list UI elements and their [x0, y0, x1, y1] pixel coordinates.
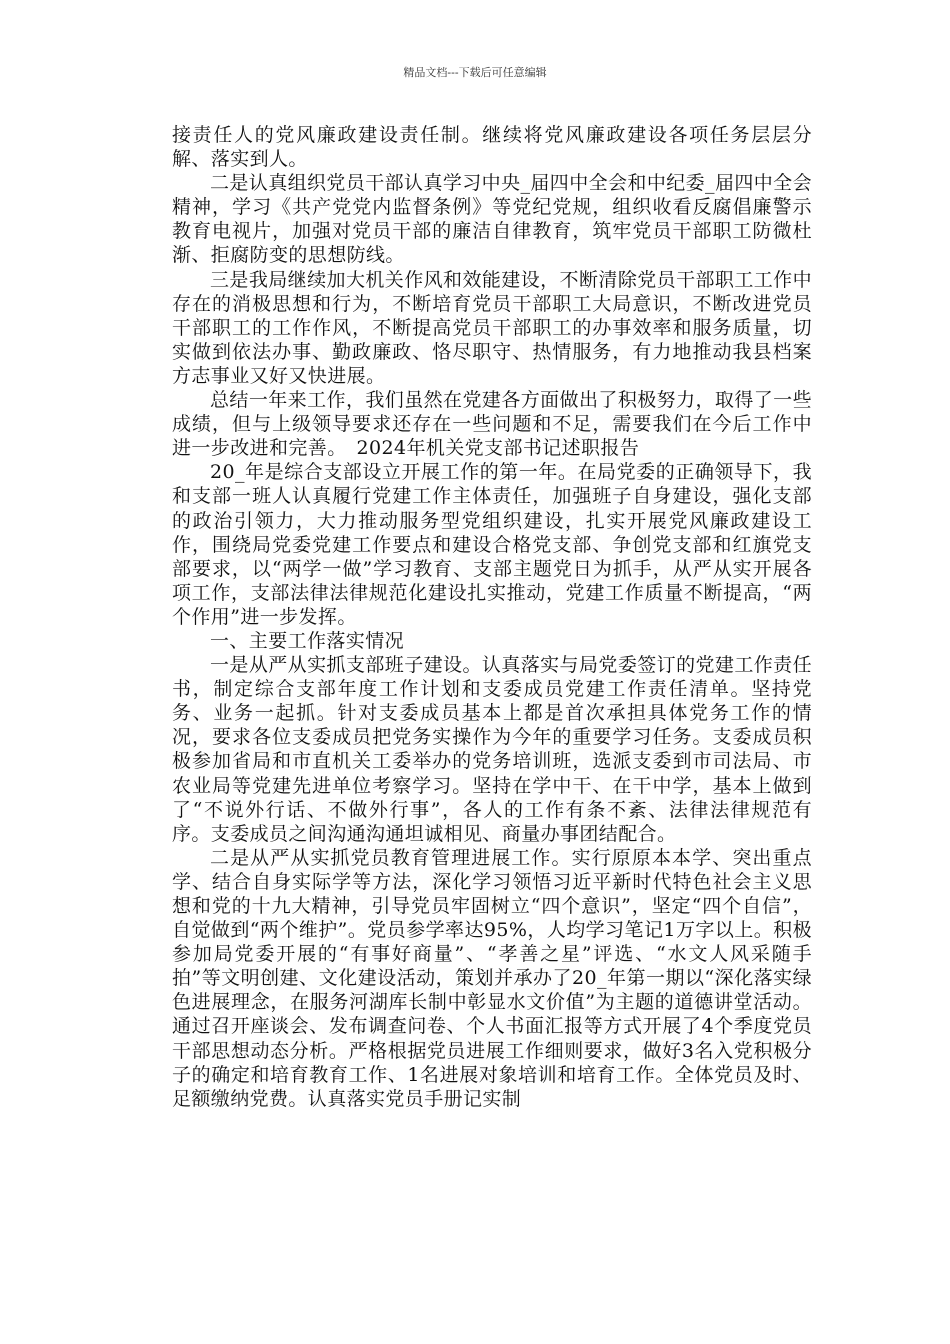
paragraph-5: 20_年是综合支部设立开展工作的第一年。在局党委的正确领导下，我和支部一班人认真履行党建工作主体责任，加强班子自身建设，强化支部的政治引领力，大力推动服务型党组织建设，扎实开展党风廉政建设工作，围绕局党委党建工作要点和建设合格党支部、争创党支部和红旗党支部要求，以“两学一做”学习教育、支部主题党日为抓手，从严从实开展各项工作，支部法律法律规范化建设扎实推动，党建工作质量不断提高，“两个作用”进一步发挥。	[172, 461, 812, 628]
paragraph-1: 接责任人的党风廉政建设责任制。继续将党风廉政建设各项任务层层分解、落实到人。	[172, 124, 812, 171]
page-header: 精品文档---下载后可任意编辑	[403, 66, 547, 79]
paragraph-4: 总结一年来工作，我们虽然在党建各方面做出了积极努力，取得了一些成绩，但与上级领导要求还存在一些问题和不足，需要我们在今后工作中进一步改进和完善。 2024年机关党支部书记述职报告	[172, 389, 812, 460]
document-body	[172, 123, 812, 1111]
paragraph-2: 二是认真组织党员干部认真学习中央_届四中全会和中纪委_届四中全会精神，学习《共产党党内监督条例》等党纪党规，组织收看反腐倡廉警示教育电视片，加强对党员干部的廉洁自律教育，筑牢党员干部职工防微杜渐、拒腐防变的思想防线。	[172, 172, 812, 267]
paragraph-8: 二是从严从实抓党员教育管理进展工作。实行原原本本学、突出重点学、结合自身实际学等方法，深化学习领悟习近平新时代特色社会主义思想和党的十九大精神，引导党员牢固树立“四个意识”，坚定“四个自信”，自觉做到“两个维护”。党员参学率达95%，人均学习笔记1万字以上。积极参加局党委开展的“有事好商量”、“孝善之星”评选、“水文人风采随手拍”等文明创建、文化建设活动，策划并承办了20_年第一期以“深化落实绿色进展理念，在服务河湖库长制中彰显水文价值”为主题的道德讲堂活动。通过召开座谈会、发布调查问卷、个人书面汇报等方式开展了4个季度党员干部思想动态分析。严格根据党员进展工作细则要求，做好3名入党积极分子的确定和培育教育工作、1名进展对象培训和培育工作。全体党员及时、足额缴纳党费。认真落实党员手册记实制	[172, 846, 812, 1110]
paragraph-7: 一是从严从实抓支部班子建设。认真落实与局党委签订的党建工作责任书，制定综合支部年度工作计划和支委成员党建工作责任清单。坚持党务、业务一起抓。针对支委成员基本上都是首次承担具体党务工作的情况，要求各位支委成员把党务实操作为今年的重要学习任务。支委成员积极参加省局和市直机关工委举办的党务培训班，选派支委到市司法局、市农业局等党建先进单位考察学习。坚持在学中干、在干中学，基本上做到了“不说外行话、不做外行事”，各人的工作有条不紊、法律法律规范有序。支委成员之间沟通沟通坦诚相见、商量办事团结配合。	[172, 654, 812, 845]
section-heading: 一、主要工作落实情况	[210, 629, 405, 652]
paragraph-3: 三是我局继续加大机关作风和效能建设，不断清除党员干部职工工作中存在的消极思想和行为，不断培育党员干部职工大局意识，不断改进党员干部职工的工作作风，不断提高党员干部职工的办事效率和服务质量，切实做到依法办事、勤政廉政、恪尽职守、热情服务，有力地推动我县档案方志事业又好又快进展。	[172, 268, 812, 387]
